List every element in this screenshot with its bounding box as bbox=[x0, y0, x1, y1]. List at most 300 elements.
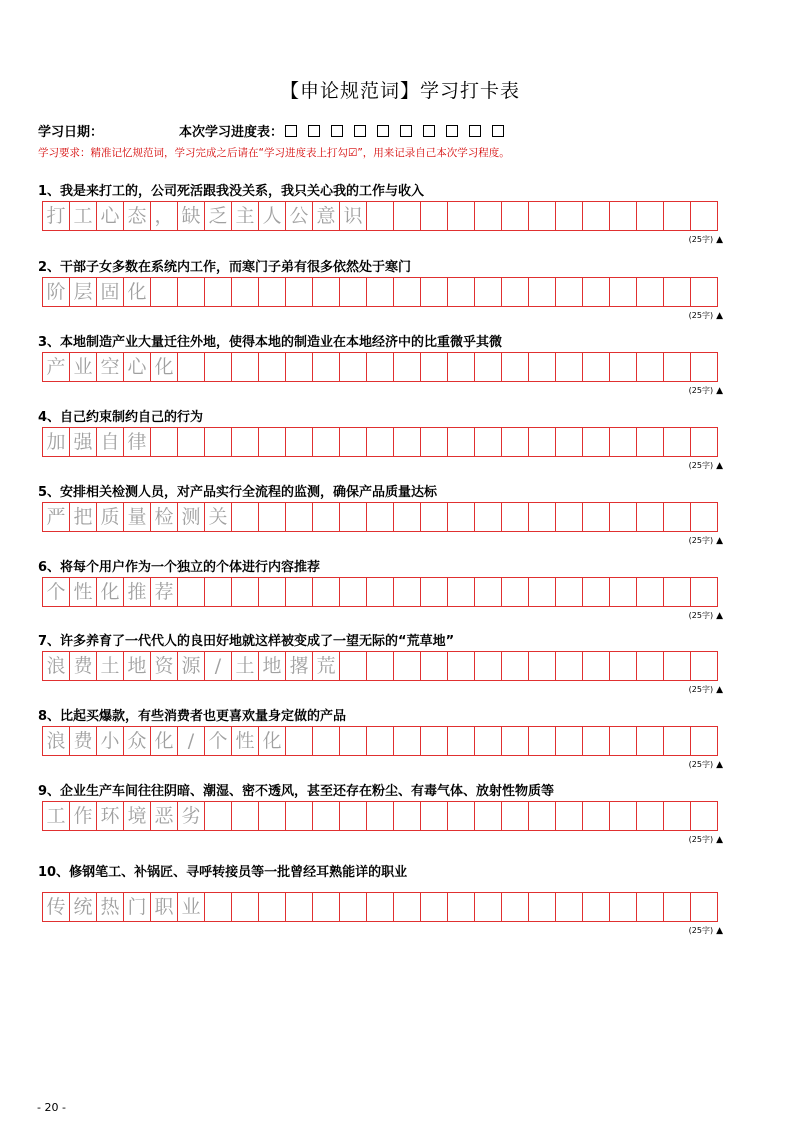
answer-cell[interactable] bbox=[286, 353, 313, 381]
answer-cell[interactable] bbox=[691, 727, 718, 755]
progress-checkbox[interactable] bbox=[492, 125, 504, 137]
answer-cell[interactable] bbox=[664, 802, 691, 830]
answer-cell[interactable] bbox=[367, 893, 394, 921]
answer-cell[interactable] bbox=[205, 578, 232, 606]
answer-cell[interactable] bbox=[691, 278, 718, 306]
answer-cell[interactable] bbox=[664, 652, 691, 680]
answer-cell[interactable] bbox=[529, 503, 556, 531]
answer-cell[interactable]: 产 bbox=[43, 353, 70, 381]
answer-cell[interactable] bbox=[583, 503, 610, 531]
answer-cell[interactable]: 个 bbox=[205, 727, 232, 755]
answer-cell[interactable] bbox=[367, 727, 394, 755]
meta-line bbox=[38, 121, 515, 140]
char-count-text: (25字) bbox=[688, 536, 714, 545]
answer-cell[interactable] bbox=[178, 578, 205, 606]
answer-cell[interactable] bbox=[367, 802, 394, 830]
answer-cell[interactable]: 性 bbox=[70, 578, 97, 606]
char-count-text: (25字) bbox=[688, 235, 714, 244]
study-date-label: 学习日期： bbox=[38, 125, 104, 140]
answer-cell[interactable] bbox=[583, 802, 610, 830]
answer-cell[interactable] bbox=[259, 278, 286, 306]
answer-cell[interactable] bbox=[610, 652, 637, 680]
answer-cell[interactable] bbox=[286, 503, 313, 531]
answer-cell[interactable] bbox=[502, 278, 529, 306]
answer-cell[interactable] bbox=[232, 278, 259, 306]
answer-cell[interactable] bbox=[448, 727, 475, 755]
answer-cell[interactable]: 公 bbox=[286, 202, 313, 230]
answer-cell[interactable] bbox=[583, 428, 610, 456]
char-count-text: (25字) bbox=[688, 611, 714, 620]
answer-cell[interactable] bbox=[286, 727, 313, 755]
answer-cell[interactable] bbox=[340, 428, 367, 456]
answer-cell[interactable]: 小 bbox=[97, 727, 124, 755]
exercise-question: 3、本地制造产业大量迁往外地，使得本地的制造业在本地经济中的比重微乎其微 bbox=[38, 335, 503, 350]
answer-cell[interactable] bbox=[313, 578, 340, 606]
answer-grid[interactable] bbox=[42, 352, 718, 382]
answer-cell[interactable] bbox=[286, 578, 313, 606]
answer-cell[interactable] bbox=[475, 893, 502, 921]
answer-cell[interactable] bbox=[151, 278, 178, 306]
answer-cell[interactable] bbox=[367, 202, 394, 230]
answer-cell[interactable]: 业 bbox=[178, 893, 205, 921]
answer-cell[interactable]: 费 bbox=[70, 652, 97, 680]
answer-cell[interactable] bbox=[286, 428, 313, 456]
answer-cell[interactable]: 浪 bbox=[43, 652, 70, 680]
answer-cell[interactable]: 人 bbox=[259, 202, 286, 230]
answer-grid[interactable] bbox=[42, 277, 718, 307]
answer-cell[interactable]: 工 bbox=[70, 202, 97, 230]
answer-cell[interactable] bbox=[448, 202, 475, 230]
answer-grid[interactable] bbox=[42, 726, 718, 756]
answer-cell[interactable] bbox=[475, 428, 502, 456]
answer-cell[interactable] bbox=[286, 802, 313, 830]
answer-cell[interactable]: 严 bbox=[43, 503, 70, 531]
answer-cell[interactable] bbox=[394, 578, 421, 606]
triangle-icon: ▲ bbox=[716, 611, 723, 621]
answer-cell[interactable] bbox=[394, 802, 421, 830]
answer-cell[interactable] bbox=[475, 652, 502, 680]
answer-cell[interactable] bbox=[610, 578, 637, 606]
answer-cell[interactable]: 荒 bbox=[313, 652, 340, 680]
answer-cell[interactable] bbox=[637, 353, 664, 381]
answer-cell[interactable] bbox=[529, 428, 556, 456]
char-count-label bbox=[689, 310, 723, 321]
answer-cell[interactable] bbox=[583, 278, 610, 306]
progress-checkbox[interactable] bbox=[446, 125, 458, 137]
answer-cell[interactable]: 空 bbox=[97, 353, 124, 381]
answer-cell[interactable] bbox=[502, 353, 529, 381]
answer-cell[interactable]: 性 bbox=[232, 727, 259, 755]
answer-cell[interactable] bbox=[529, 652, 556, 680]
answer-cell[interactable] bbox=[610, 503, 637, 531]
answer-cell[interactable]: 源 bbox=[178, 652, 205, 680]
answer-cell[interactable]: ， bbox=[151, 202, 178, 230]
answer-cell[interactable]: 撂 bbox=[286, 652, 313, 680]
answer-cell[interactable] bbox=[232, 802, 259, 830]
answer-cell[interactable] bbox=[421, 353, 448, 381]
answer-cell[interactable] bbox=[502, 202, 529, 230]
answer-cell[interactable] bbox=[556, 278, 583, 306]
answer-cell[interactable] bbox=[421, 428, 448, 456]
answer-cell[interactable] bbox=[421, 652, 448, 680]
answer-cell[interactable]: / bbox=[178, 727, 205, 755]
answer-cell[interactable] bbox=[556, 202, 583, 230]
answer-cell[interactable] bbox=[313, 802, 340, 830]
char-count-text: (25字) bbox=[688, 685, 714, 694]
answer-cell[interactable] bbox=[502, 727, 529, 755]
answer-cell[interactable] bbox=[367, 353, 394, 381]
answer-cell[interactable] bbox=[205, 893, 232, 921]
answer-cell[interactable] bbox=[259, 578, 286, 606]
answer-cell[interactable] bbox=[664, 353, 691, 381]
answer-cell[interactable] bbox=[475, 578, 502, 606]
char-count-text: (25字) bbox=[688, 461, 714, 470]
answer-cell[interactable]: 固 bbox=[97, 278, 124, 306]
answer-cell[interactable] bbox=[556, 652, 583, 680]
answer-cell[interactable] bbox=[637, 652, 664, 680]
char-count-label bbox=[689, 535, 723, 546]
answer-cell[interactable] bbox=[664, 278, 691, 306]
answer-cell[interactable]: 打 bbox=[43, 202, 70, 230]
answer-cell[interactable] bbox=[664, 503, 691, 531]
answer-cell[interactable] bbox=[448, 893, 475, 921]
answer-grid[interactable] bbox=[42, 502, 718, 532]
answer-cell[interactable] bbox=[340, 278, 367, 306]
progress-checkbox[interactable] bbox=[400, 125, 412, 137]
answer-cell[interactable] bbox=[178, 278, 205, 306]
answer-cell[interactable]: 地 bbox=[259, 652, 286, 680]
answer-cell[interactable] bbox=[691, 652, 718, 680]
answer-cell[interactable]: 加 bbox=[43, 428, 70, 456]
answer-cell[interactable] bbox=[421, 802, 448, 830]
answer-cell[interactable] bbox=[475, 202, 502, 230]
answer-cell[interactable] bbox=[259, 802, 286, 830]
answer-cell[interactable] bbox=[691, 578, 718, 606]
answer-cell[interactable] bbox=[448, 802, 475, 830]
answer-cell[interactable] bbox=[340, 802, 367, 830]
progress-checkbox[interactable] bbox=[354, 125, 366, 137]
answer-cell[interactable] bbox=[394, 202, 421, 230]
exercise-item bbox=[38, 484, 728, 546]
answer-cell[interactable]: 检 bbox=[151, 503, 178, 531]
answer-cell[interactable] bbox=[367, 578, 394, 606]
answer-grid[interactable] bbox=[42, 892, 718, 922]
exercise-item bbox=[38, 559, 728, 621]
answer-cell[interactable] bbox=[691, 428, 718, 456]
answer-cell[interactable] bbox=[340, 893, 367, 921]
answer-cell[interactable]: 测 bbox=[178, 503, 205, 531]
exercise-question: 9、企业生产车间往往阴暗、潮湿、密不透风，甚至还存在粉尘、有毒气体、放射性物质等 bbox=[38, 784, 555, 799]
answer-cell[interactable]: 众 bbox=[124, 727, 151, 755]
answer-cell[interactable] bbox=[151, 428, 178, 456]
answer-cell[interactable] bbox=[475, 802, 502, 830]
answer-cell[interactable]: 化 bbox=[97, 578, 124, 606]
answer-cell[interactable] bbox=[232, 578, 259, 606]
answer-cell[interactable] bbox=[583, 578, 610, 606]
answer-cell[interactable] bbox=[664, 727, 691, 755]
answer-cell[interactable]: 化 bbox=[151, 353, 178, 381]
answer-cell[interactable] bbox=[691, 893, 718, 921]
answer-cell[interactable] bbox=[475, 727, 502, 755]
answer-cell[interactable] bbox=[610, 802, 637, 830]
answer-cell[interactable] bbox=[529, 802, 556, 830]
answer-cell[interactable]: 土 bbox=[97, 652, 124, 680]
answer-cell[interactable] bbox=[232, 503, 259, 531]
answer-cell[interactable] bbox=[583, 652, 610, 680]
answer-cell[interactable]: 意 bbox=[313, 202, 340, 230]
answer-cell[interactable]: 热 bbox=[97, 893, 124, 921]
answer-cell[interactable] bbox=[502, 578, 529, 606]
answer-cell[interactable] bbox=[583, 202, 610, 230]
answer-cell[interactable] bbox=[610, 353, 637, 381]
answer-cell[interactable] bbox=[286, 893, 313, 921]
answer-cell[interactable] bbox=[448, 353, 475, 381]
answer-cell[interactable]: 资 bbox=[151, 652, 178, 680]
answer-cell[interactable] bbox=[637, 428, 664, 456]
exercise-item bbox=[38, 259, 728, 321]
answer-cell[interactable] bbox=[637, 503, 664, 531]
answer-cell[interactable]: / bbox=[205, 652, 232, 680]
answer-grid[interactable] bbox=[42, 201, 718, 231]
answer-cell[interactable] bbox=[313, 503, 340, 531]
answer-cell[interactable] bbox=[475, 503, 502, 531]
answer-cell[interactable] bbox=[367, 278, 394, 306]
answer-cell[interactable]: 关 bbox=[205, 503, 232, 531]
answer-cell[interactable] bbox=[313, 727, 340, 755]
answer-cell[interactable] bbox=[448, 578, 475, 606]
answer-cell[interactable] bbox=[340, 503, 367, 531]
answer-cell[interactable]: 浪 bbox=[43, 727, 70, 755]
answer-cell[interactable] bbox=[448, 652, 475, 680]
answer-cell[interactable] bbox=[367, 428, 394, 456]
answer-cell[interactable] bbox=[691, 353, 718, 381]
answer-cell[interactable] bbox=[556, 578, 583, 606]
answer-cell[interactable] bbox=[637, 893, 664, 921]
answer-cell[interactable] bbox=[637, 727, 664, 755]
answer-cell[interactable] bbox=[367, 503, 394, 531]
char-count-label bbox=[689, 684, 723, 695]
answer-cell[interactable] bbox=[637, 578, 664, 606]
answer-cell[interactable] bbox=[664, 893, 691, 921]
answer-cell[interactable] bbox=[205, 428, 232, 456]
page-title: 【申论规范词】学习打卡表 bbox=[279, 80, 520, 102]
char-count-label bbox=[689, 759, 723, 770]
answer-cell[interactable] bbox=[259, 428, 286, 456]
answer-cell[interactable] bbox=[340, 578, 367, 606]
answer-cell[interactable] bbox=[556, 802, 583, 830]
answer-cell[interactable]: 强 bbox=[70, 428, 97, 456]
exercise-item bbox=[38, 708, 728, 770]
answer-cell[interactable]: 层 bbox=[70, 278, 97, 306]
answer-cell[interactable] bbox=[637, 802, 664, 830]
answer-cell[interactable] bbox=[394, 503, 421, 531]
answer-cell[interactable] bbox=[529, 202, 556, 230]
exercise-item bbox=[38, 633, 728, 695]
answer-cell[interactable] bbox=[259, 503, 286, 531]
answer-cell[interactable]: 作 bbox=[70, 802, 97, 830]
answer-cell[interactable]: 化 bbox=[124, 278, 151, 306]
answer-cell[interactable] bbox=[259, 893, 286, 921]
answer-cell[interactable] bbox=[205, 802, 232, 830]
answer-cell[interactable]: 心 bbox=[124, 353, 151, 381]
answer-cell[interactable]: 量 bbox=[124, 503, 151, 531]
answer-cell[interactable]: 土 bbox=[232, 652, 259, 680]
answer-cell[interactable]: 地 bbox=[124, 652, 151, 680]
answer-grid[interactable] bbox=[42, 801, 718, 831]
answer-cell[interactable]: 自 bbox=[97, 428, 124, 456]
answer-cell[interactable] bbox=[529, 353, 556, 381]
answer-cell[interactable] bbox=[610, 727, 637, 755]
exercise-question: 2、干部子女多数在系统内工作，而寒门子弟有很多依然处于寒门 bbox=[38, 260, 412, 275]
answer-cell[interactable]: 工 bbox=[43, 802, 70, 830]
triangle-icon: ▲ bbox=[716, 311, 723, 321]
answer-cell[interactable] bbox=[610, 893, 637, 921]
answer-cell[interactable] bbox=[556, 353, 583, 381]
answer-cell[interactable] bbox=[556, 503, 583, 531]
answer-cell[interactable] bbox=[610, 428, 637, 456]
answer-cell[interactable] bbox=[529, 278, 556, 306]
exercise-item bbox=[38, 864, 728, 936]
answer-cell[interactable]: 律 bbox=[124, 428, 151, 456]
answer-grid[interactable] bbox=[42, 577, 718, 607]
answer-cell[interactable] bbox=[394, 278, 421, 306]
answer-cell[interactable]: 职 bbox=[151, 893, 178, 921]
answer-cell[interactable] bbox=[475, 353, 502, 381]
char-count-label bbox=[689, 385, 723, 396]
answer-cell[interactable] bbox=[448, 428, 475, 456]
answer-cell[interactable] bbox=[691, 802, 718, 830]
answer-cell[interactable] bbox=[394, 428, 421, 456]
answer-cell[interactable] bbox=[664, 428, 691, 456]
answer-cell[interactable] bbox=[421, 893, 448, 921]
answer-cell[interactable]: 业 bbox=[70, 353, 97, 381]
answer-cell[interactable] bbox=[502, 802, 529, 830]
exercise-item bbox=[38, 183, 728, 245]
answer-cell[interactable] bbox=[313, 353, 340, 381]
answer-cell[interactable]: 恶 bbox=[151, 802, 178, 830]
answer-cell[interactable] bbox=[583, 893, 610, 921]
answer-cell[interactable] bbox=[448, 503, 475, 531]
answer-cell[interactable] bbox=[421, 578, 448, 606]
answer-cell[interactable] bbox=[637, 278, 664, 306]
answer-cell[interactable] bbox=[394, 353, 421, 381]
answer-cell[interactable] bbox=[178, 428, 205, 456]
answer-cell[interactable] bbox=[340, 652, 367, 680]
answer-cell[interactable] bbox=[340, 727, 367, 755]
answer-cell[interactable]: 荐 bbox=[151, 578, 178, 606]
answer-cell[interactable] bbox=[313, 428, 340, 456]
progress-checkbox[interactable] bbox=[469, 125, 481, 137]
answer-cell[interactable]: 门 bbox=[124, 893, 151, 921]
answer-cell[interactable] bbox=[556, 428, 583, 456]
answer-cell[interactable]: 识 bbox=[340, 202, 367, 230]
progress-checkbox[interactable] bbox=[423, 125, 435, 137]
answer-cell[interactable] bbox=[556, 893, 583, 921]
answer-cell[interactable]: 主 bbox=[232, 202, 259, 230]
answer-cell[interactable] bbox=[232, 893, 259, 921]
answer-cell[interactable] bbox=[394, 652, 421, 680]
answer-cell[interactable] bbox=[664, 578, 691, 606]
answer-cell[interactable] bbox=[610, 278, 637, 306]
answer-cell[interactable] bbox=[610, 202, 637, 230]
answer-cell[interactable] bbox=[448, 278, 475, 306]
answer-cell[interactable]: 心 bbox=[97, 202, 124, 230]
answer-grid[interactable] bbox=[42, 651, 718, 681]
answer-cell[interactable]: 劣 bbox=[178, 802, 205, 830]
progress-checkbox[interactable] bbox=[331, 125, 343, 137]
answer-cell[interactable] bbox=[367, 652, 394, 680]
answer-cell[interactable]: 阶 bbox=[43, 278, 70, 306]
answer-cell[interactable] bbox=[313, 278, 340, 306]
answer-cell[interactable] bbox=[178, 353, 205, 381]
answer-cell[interactable]: 费 bbox=[70, 727, 97, 755]
answer-cell[interactable] bbox=[232, 428, 259, 456]
answer-cell[interactable] bbox=[529, 727, 556, 755]
answer-cell[interactable]: 统 bbox=[70, 893, 97, 921]
answer-cell[interactable] bbox=[556, 727, 583, 755]
answer-grid[interactable] bbox=[42, 427, 718, 457]
answer-cell[interactable]: 把 bbox=[70, 503, 97, 531]
answer-cell[interactable] bbox=[502, 428, 529, 456]
triangle-icon: ▲ bbox=[716, 461, 723, 471]
answer-cell[interactable] bbox=[421, 278, 448, 306]
progress-checkbox[interactable] bbox=[377, 125, 389, 137]
answer-cell[interactable]: 个 bbox=[43, 578, 70, 606]
progress-checkbox[interactable] bbox=[285, 125, 297, 137]
answer-cell[interactable]: 推 bbox=[124, 578, 151, 606]
answer-cell[interactable]: 化 bbox=[151, 727, 178, 755]
answer-cell[interactable]: 质 bbox=[97, 503, 124, 531]
char-count-text: (25字) bbox=[688, 386, 714, 395]
progress-checkbox[interactable] bbox=[308, 125, 320, 137]
answer-cell[interactable] bbox=[691, 202, 718, 230]
answer-cell[interactable] bbox=[259, 353, 286, 381]
answer-cell[interactable] bbox=[232, 353, 259, 381]
answer-cell[interactable] bbox=[394, 893, 421, 921]
answer-cell[interactable] bbox=[691, 503, 718, 531]
triangle-icon: ▲ bbox=[716, 386, 723, 396]
triangle-icon: ▲ bbox=[716, 685, 723, 695]
answer-cell[interactable] bbox=[205, 278, 232, 306]
answer-cell[interactable] bbox=[421, 202, 448, 230]
answer-cell[interactable] bbox=[394, 727, 421, 755]
answer-cell[interactable]: 环 bbox=[97, 802, 124, 830]
answer-cell[interactable] bbox=[421, 727, 448, 755]
answer-cell[interactable] bbox=[475, 278, 502, 306]
answer-cell[interactable] bbox=[637, 202, 664, 230]
answer-cell[interactable] bbox=[583, 727, 610, 755]
answer-cell[interactable] bbox=[529, 578, 556, 606]
answer-cell[interactable]: 化 bbox=[259, 727, 286, 755]
answer-cell[interactable] bbox=[664, 202, 691, 230]
answer-cell[interactable] bbox=[313, 893, 340, 921]
answer-cell[interactable]: 传 bbox=[43, 893, 70, 921]
answer-cell[interactable] bbox=[502, 503, 529, 531]
answer-cell[interactable] bbox=[340, 353, 367, 381]
answer-cell[interactable]: 缺 bbox=[178, 202, 205, 230]
char-count-label bbox=[689, 460, 723, 471]
answer-cell[interactable] bbox=[502, 893, 529, 921]
answer-cell[interactable] bbox=[286, 278, 313, 306]
answer-cell[interactable]: 乏 bbox=[205, 202, 232, 230]
answer-cell[interactable] bbox=[502, 652, 529, 680]
answer-cell[interactable] bbox=[583, 353, 610, 381]
answer-cell[interactable] bbox=[205, 353, 232, 381]
answer-cell[interactable] bbox=[421, 503, 448, 531]
answer-cell[interactable]: 态 bbox=[124, 202, 151, 230]
answer-cell[interactable]: 境 bbox=[124, 802, 151, 830]
answer-cell[interactable] bbox=[529, 893, 556, 921]
